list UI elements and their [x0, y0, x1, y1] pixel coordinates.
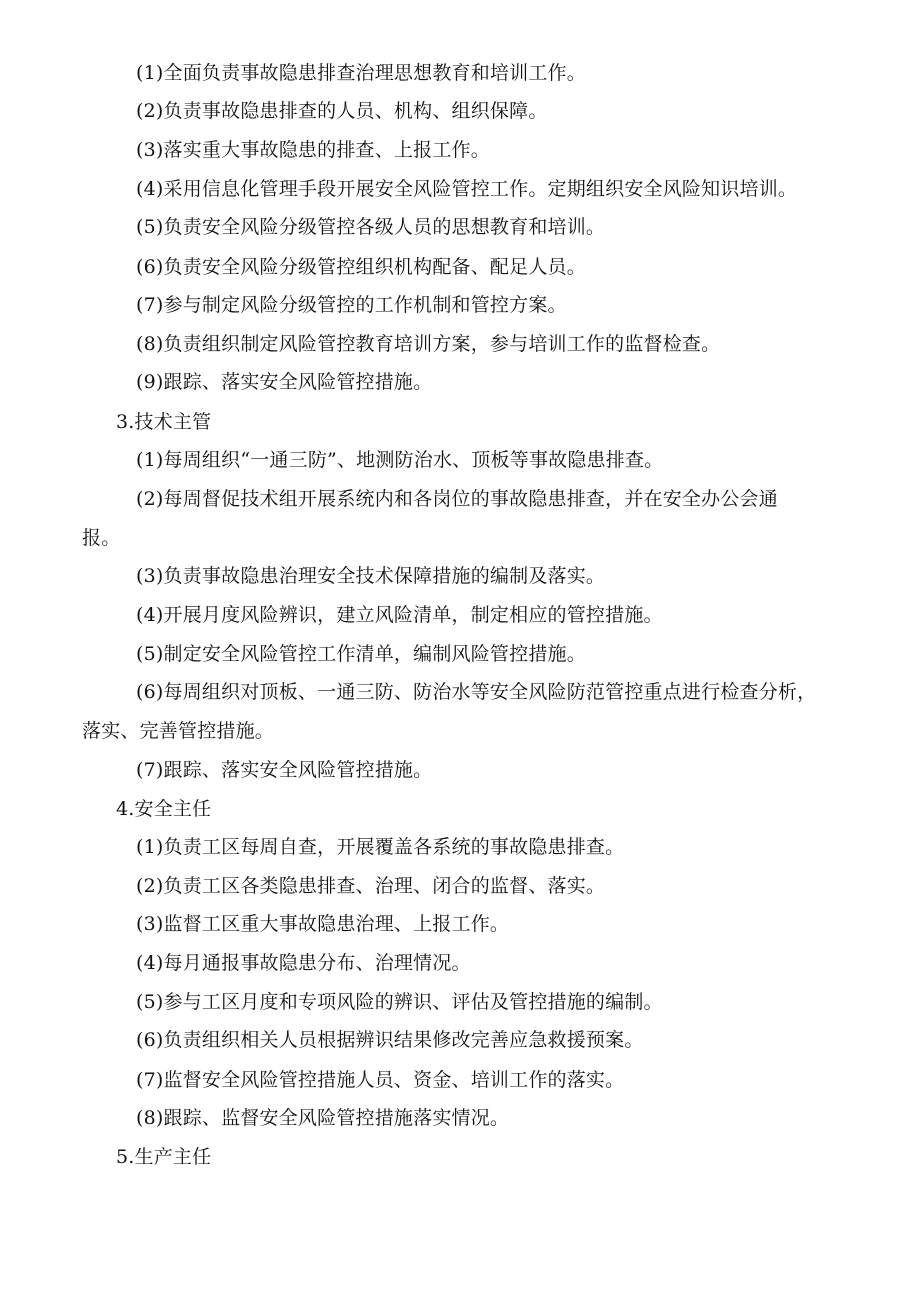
s2-item-3: (3)落实重大事故隐患的排查、上报工作。	[136, 139, 490, 161]
s4-item-2: (2)负责工区各类隐患排查、治理、闭合的监督、落实。	[136, 875, 606, 897]
s2-item-6: (6)负责安全风险分级管控组织机构配备、配足人员。	[136, 256, 586, 278]
section-4-heading: 4.安全主任	[116, 798, 212, 820]
s2-item-4: (4)采用信息化管理手段开展安全风险管控工作。定期组织安全风险知识培训。	[136, 178, 798, 200]
s3-item-6: (6)每周组织对顶板、一通三防、防治水等安全风险防范管控重点进行检查分析，	[136, 681, 817, 703]
section-5-heading: 5.生产主任	[116, 1146, 212, 1168]
section-3-heading: 3.技术主管	[116, 411, 212, 433]
s4-item-3: (3)监督工区重大事故隐患治理、上报工作。	[136, 913, 510, 935]
s3-item-3: (3)负责事故隐患治理安全技术保障措施的编制及落实。	[136, 565, 606, 587]
s4-item-1: (1)负责工区每周自查，开展覆盖各系统的事故隐患排查。	[136, 836, 625, 858]
s3-item-5: (5)制定安全风险管控工作清单，编制风险管控措施。	[136, 643, 586, 665]
s2-item-9: (9)跟踪、落实安全风险管控措施。	[136, 371, 433, 393]
s2-item-1: (1)全面负责事故隐患排查治理思想教育和培训工作。	[136, 62, 586, 84]
s2-item-8: (8)负责组织制定风险管控教育培训方案，参与培训工作的监督检查。	[136, 333, 721, 355]
s3-item-2-cont: 报。	[82, 527, 121, 549]
s2-item-5: (5)负责安全风险分级管控各级人员的思想教育和培训。	[136, 216, 606, 238]
s4-item-7: (7)监督安全风险管控措施人员、资金、培训工作的落实。	[136, 1069, 625, 1091]
s3-item-6-cont: 落实、完善管控措施。	[82, 720, 275, 742]
s4-item-8: (8)跟踪、监督安全风险管控措施落实情况。	[136, 1107, 510, 1129]
s4-item-5: (5)参与工区月度和专项风险的辨识、评估及管控措施的编制。	[136, 991, 663, 1013]
s3-item-2: (2)每周督促技术组开展系统内和各岗位的事故隐患排查，并在安全办公会通	[136, 488, 778, 510]
s3-item-1: (1)每周组织“一通三防”、地测防治水、顶板等事故隐患排查。	[136, 449, 664, 471]
s3-item-4: (4)开展月度风险辨识，建立风险清单，制定相应的管控措施。	[136, 604, 663, 626]
s4-item-6: (6)负责组织相关人员根据辨识结果修改完善应急救援预案。	[136, 1029, 644, 1051]
s3-item-7: (7)跟踪、落实安全风险管控措施。	[136, 759, 433, 781]
s2-item-2: (2)负责事故隐患排查的人员、机构、组织保障。	[136, 100, 548, 122]
s4-item-4: (4)每月通报事故隐患分布、治理情况。	[136, 952, 471, 974]
s2-item-7: (7)参与制定风险分级管控的工作机制和管控方案。	[136, 294, 567, 316]
